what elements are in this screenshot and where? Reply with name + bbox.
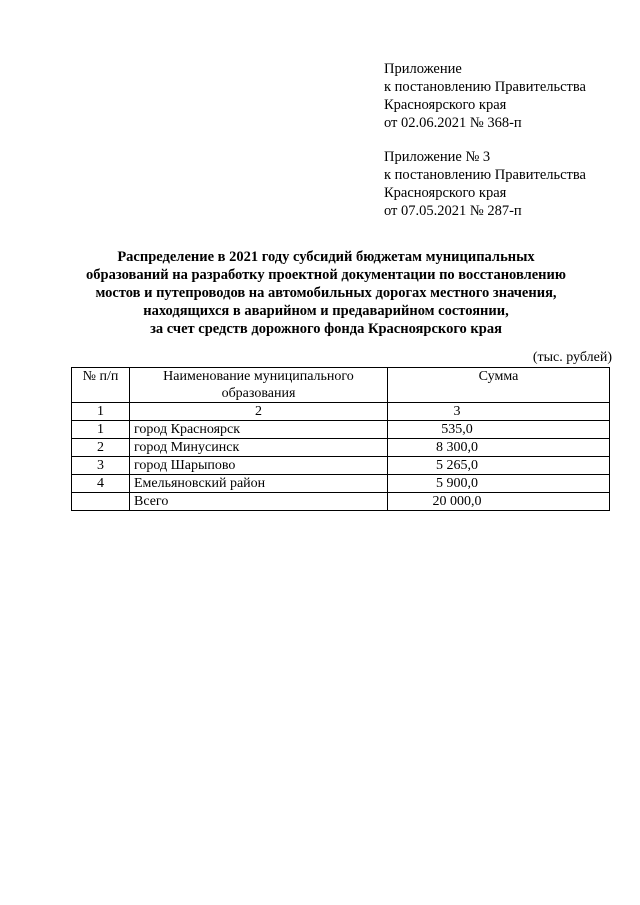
header-municipality: Наименование муниципального образования [130, 368, 388, 403]
sum-value: 8 300,0 [436, 440, 478, 455]
title-line: за счет средств дорожного фонда Красноярского края [150, 321, 502, 337]
municipality-name: город Шарыпово [130, 457, 388, 475]
total-sum-value: 20 000,0 [432, 494, 482, 509]
sum-cell [388, 475, 610, 493]
municipality-name: город Минусинск [130, 439, 388, 457]
annex-region: Красноярского края [384, 185, 507, 201]
row-number: 3 [72, 457, 130, 475]
municipality-name: город Красноярск [130, 421, 388, 439]
table-row [72, 475, 610, 493]
table-header-row [72, 368, 610, 403]
row-number: 4 [72, 475, 130, 493]
annex-region: Красноярского края [384, 97, 507, 113]
table-total-row [72, 493, 610, 511]
annex-label: Приложение [384, 61, 462, 77]
sum-value: 535,0 [441, 422, 473, 437]
sum-cell [388, 439, 610, 457]
title-line: образований на разработку проектной документации по восстановлению [86, 267, 566, 283]
sum-cell [388, 457, 610, 475]
header-sum [388, 368, 610, 403]
units-label: (тыс. рублей) [532, 350, 612, 365]
title-line: находящихся в аварийном и предаварийном состоянии, [143, 303, 509, 319]
column-number-cell [388, 403, 610, 421]
row-number: 1 [72, 421, 130, 439]
table-row [72, 421, 610, 439]
row-number: 2 [72, 439, 130, 457]
table-row [72, 439, 610, 457]
subsidy-table [71, 367, 610, 511]
title-line: Распределение в 2021 году субсидий бюджетам муниципальных [117, 249, 535, 265]
annex-decree-ref: к постановлению Правительства [384, 79, 586, 95]
header-sum-label: Сумма [478, 369, 519, 384]
document-title [40, 248, 612, 338]
column-numbering-row [72, 403, 610, 421]
sum-value: 5 265,0 [436, 458, 478, 473]
total-number [72, 493, 130, 511]
annex-label: Приложение № 3 [384, 149, 491, 165]
annex-date-number: от 02.06.2021 № 368-п [384, 115, 522, 131]
sum-value: 5 900,0 [436, 476, 478, 491]
column-number: 3 [453, 404, 461, 419]
municipality-name: Емельяновский район [130, 475, 388, 493]
annex-date-number: от 07.05.2021 № 287-п [384, 203, 522, 219]
sum-cell [388, 421, 610, 439]
annex-decree-ref: к постановлению Правительства [384, 167, 586, 183]
total-label: Всего [130, 493, 388, 511]
title-line: мостов и путепроводов на автомобильных дорогах местного значения, [95, 285, 557, 301]
annex-original-decree [384, 148, 586, 220]
column-number: 1 [72, 403, 130, 421]
table-row [72, 457, 610, 475]
header-number: № п/п [72, 368, 130, 403]
annex-current-decree [384, 60, 586, 132]
total-sum-cell [388, 493, 610, 511]
column-number: 2 [130, 403, 388, 421]
